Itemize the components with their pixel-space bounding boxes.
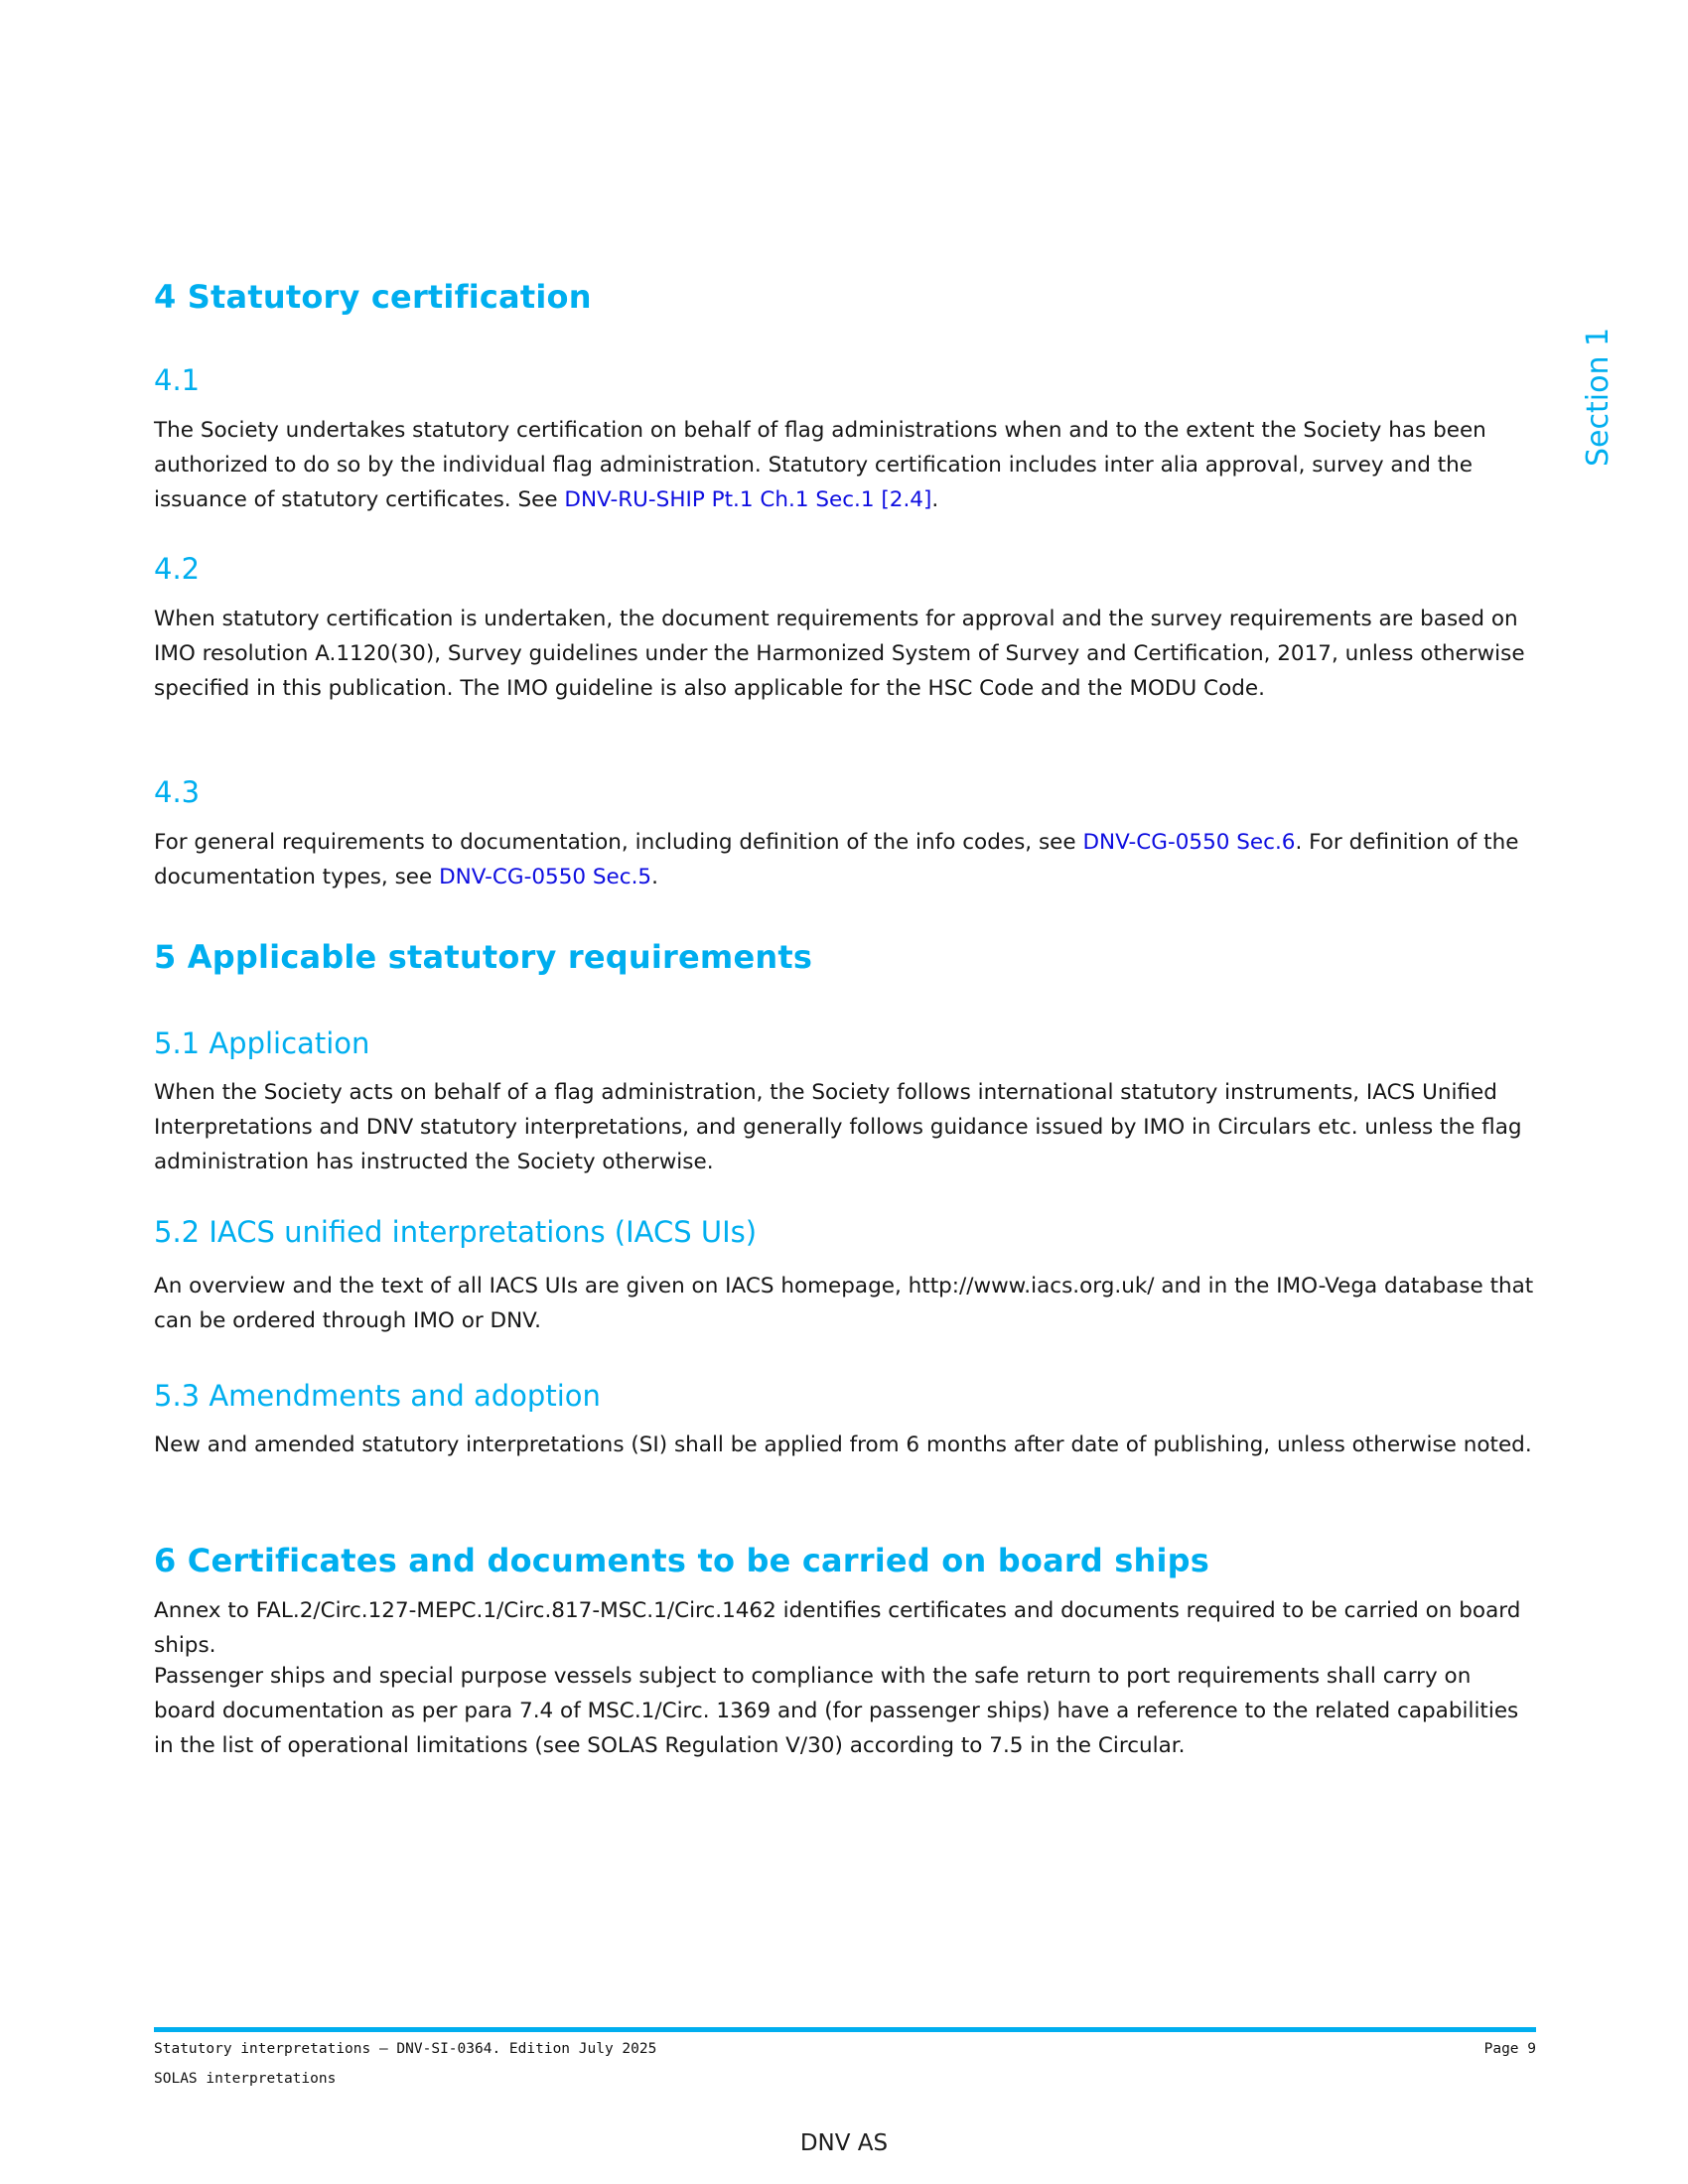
paragraph-text: . For definition of the documentation types, see	[154, 830, 1519, 889]
paragraph-4-3	[154, 825, 1536, 894]
heading-5-3-amendments: 5.3 Amendments and adoption	[154, 1379, 601, 1413]
paragraph-6-2: Passenger ships and special purpose vessels subject to compliance with the safe return to port requirements shall carry on board documentation as per para 7.4 of MSC.1/Circ. 1369 and (for passenger ships) have a reference to the related capabilities in the list of operational limitations (see SOLAS Regulation V/30) according to 7.5 in the Circular.	[154, 1664, 1519, 1758]
heading-applicable-statutory-requirements: 5 Applicable statutory requirements	[154, 938, 813, 976]
paragraph-text: The Society undertakes statutory certification on behalf of flag administrations when and to the extent the Society has been authorized to do so by the individual flag administration. Statutory certification includes inter alia approval, survey and the issuance of statutory certificates. See	[154, 418, 1486, 512]
heading-4-2: 4.2	[154, 552, 201, 586]
footer-divider	[154, 2027, 1536, 2032]
paragraph-4-1	[154, 413, 1536, 517]
paragraph-5-1: When the Society acts on behalf of a flag administration, the Society follows international statutory instruments, IACS Unified Interpretations and DNV statutory interpretations, and generally follows guidance issued by IMO in Circulars etc. unless the flag administration has instructed the Society otherwise.	[154, 1080, 1522, 1174]
link-dnv-cg-0550-sec5[interactable]: DNV-CG-0550 Sec.5	[439, 865, 652, 889]
link-dnv-ru-ship[interactable]: DNV-RU-SHIP Pt.1 Ch.1 Sec.1 [2.4]	[564, 487, 932, 512]
heading-5-2-iacs-uis: 5.2 IACS unified interpretations (IACS UIs)	[154, 1215, 758, 1249]
heading-4-1: 4.1	[154, 363, 201, 397]
paragraph-text: .	[651, 865, 658, 889]
section-tab	[1581, 254, 1624, 467]
footer-doc-subtitle: SOLAS interpretations	[154, 2071, 337, 2087]
paragraph-4-2: When statutory certification is undertaken, the document requirements for approval and the survey requirements are based on IMO resolution A.1120(30), Survey guidelines under the Harmonized System of Survey and Certification, 2017, unless otherwise specified in this publication. The IMO guideline is also applicable for the HSC Code and the MODU Code.	[154, 607, 1525, 701]
paragraph-text: For general requirements to documentation, including definition of the info codes, see	[154, 830, 1083, 855]
heading-certificates-on-board: 6 Certificates and documents to be carried on board ships	[154, 1542, 1210, 1579]
paragraph-5-2: An overview and the text of all IACS UIs are given on IACS homepage, http://www.iacs.org.uk/ and in the IMO-Vega database that can be ordered through IMO or DNV.	[154, 1274, 1534, 1333]
footer-page-number: Page 9	[1483, 2041, 1536, 2057]
paragraph-5-3: New and amended statutory interpretations (SI) shall be applied from 6 months after date of publishing, unless otherwise noted.	[154, 1433, 1532, 1457]
footer-row	[154, 2041, 1536, 2057]
paragraph-6-1: Annex to FAL.2/Circ.127-MEPC.1/Circ.817-MSC.1/Circ.1462 identifies certificates and documents required to be carried on board ships.	[154, 1598, 1521, 1658]
publisher-label: DNV AS	[799, 2130, 889, 2156]
footer-doc-id: Statutory interpretations — DNV-SI-0364. Edition July 2025	[154, 2041, 657, 2057]
heading-5-1-application: 5.1 Application	[154, 1026, 370, 1060]
link-dnv-cg-0550-sec6[interactable]: DNV-CG-0550 Sec.6	[1082, 830, 1296, 855]
paragraph-text: .	[931, 487, 939, 512]
heading-4-3: 4.3	[154, 775, 201, 809]
section-tab-label: Section 1	[1581, 327, 1616, 467]
heading-statutory-certification: 4 Statutory certification	[154, 278, 592, 316]
